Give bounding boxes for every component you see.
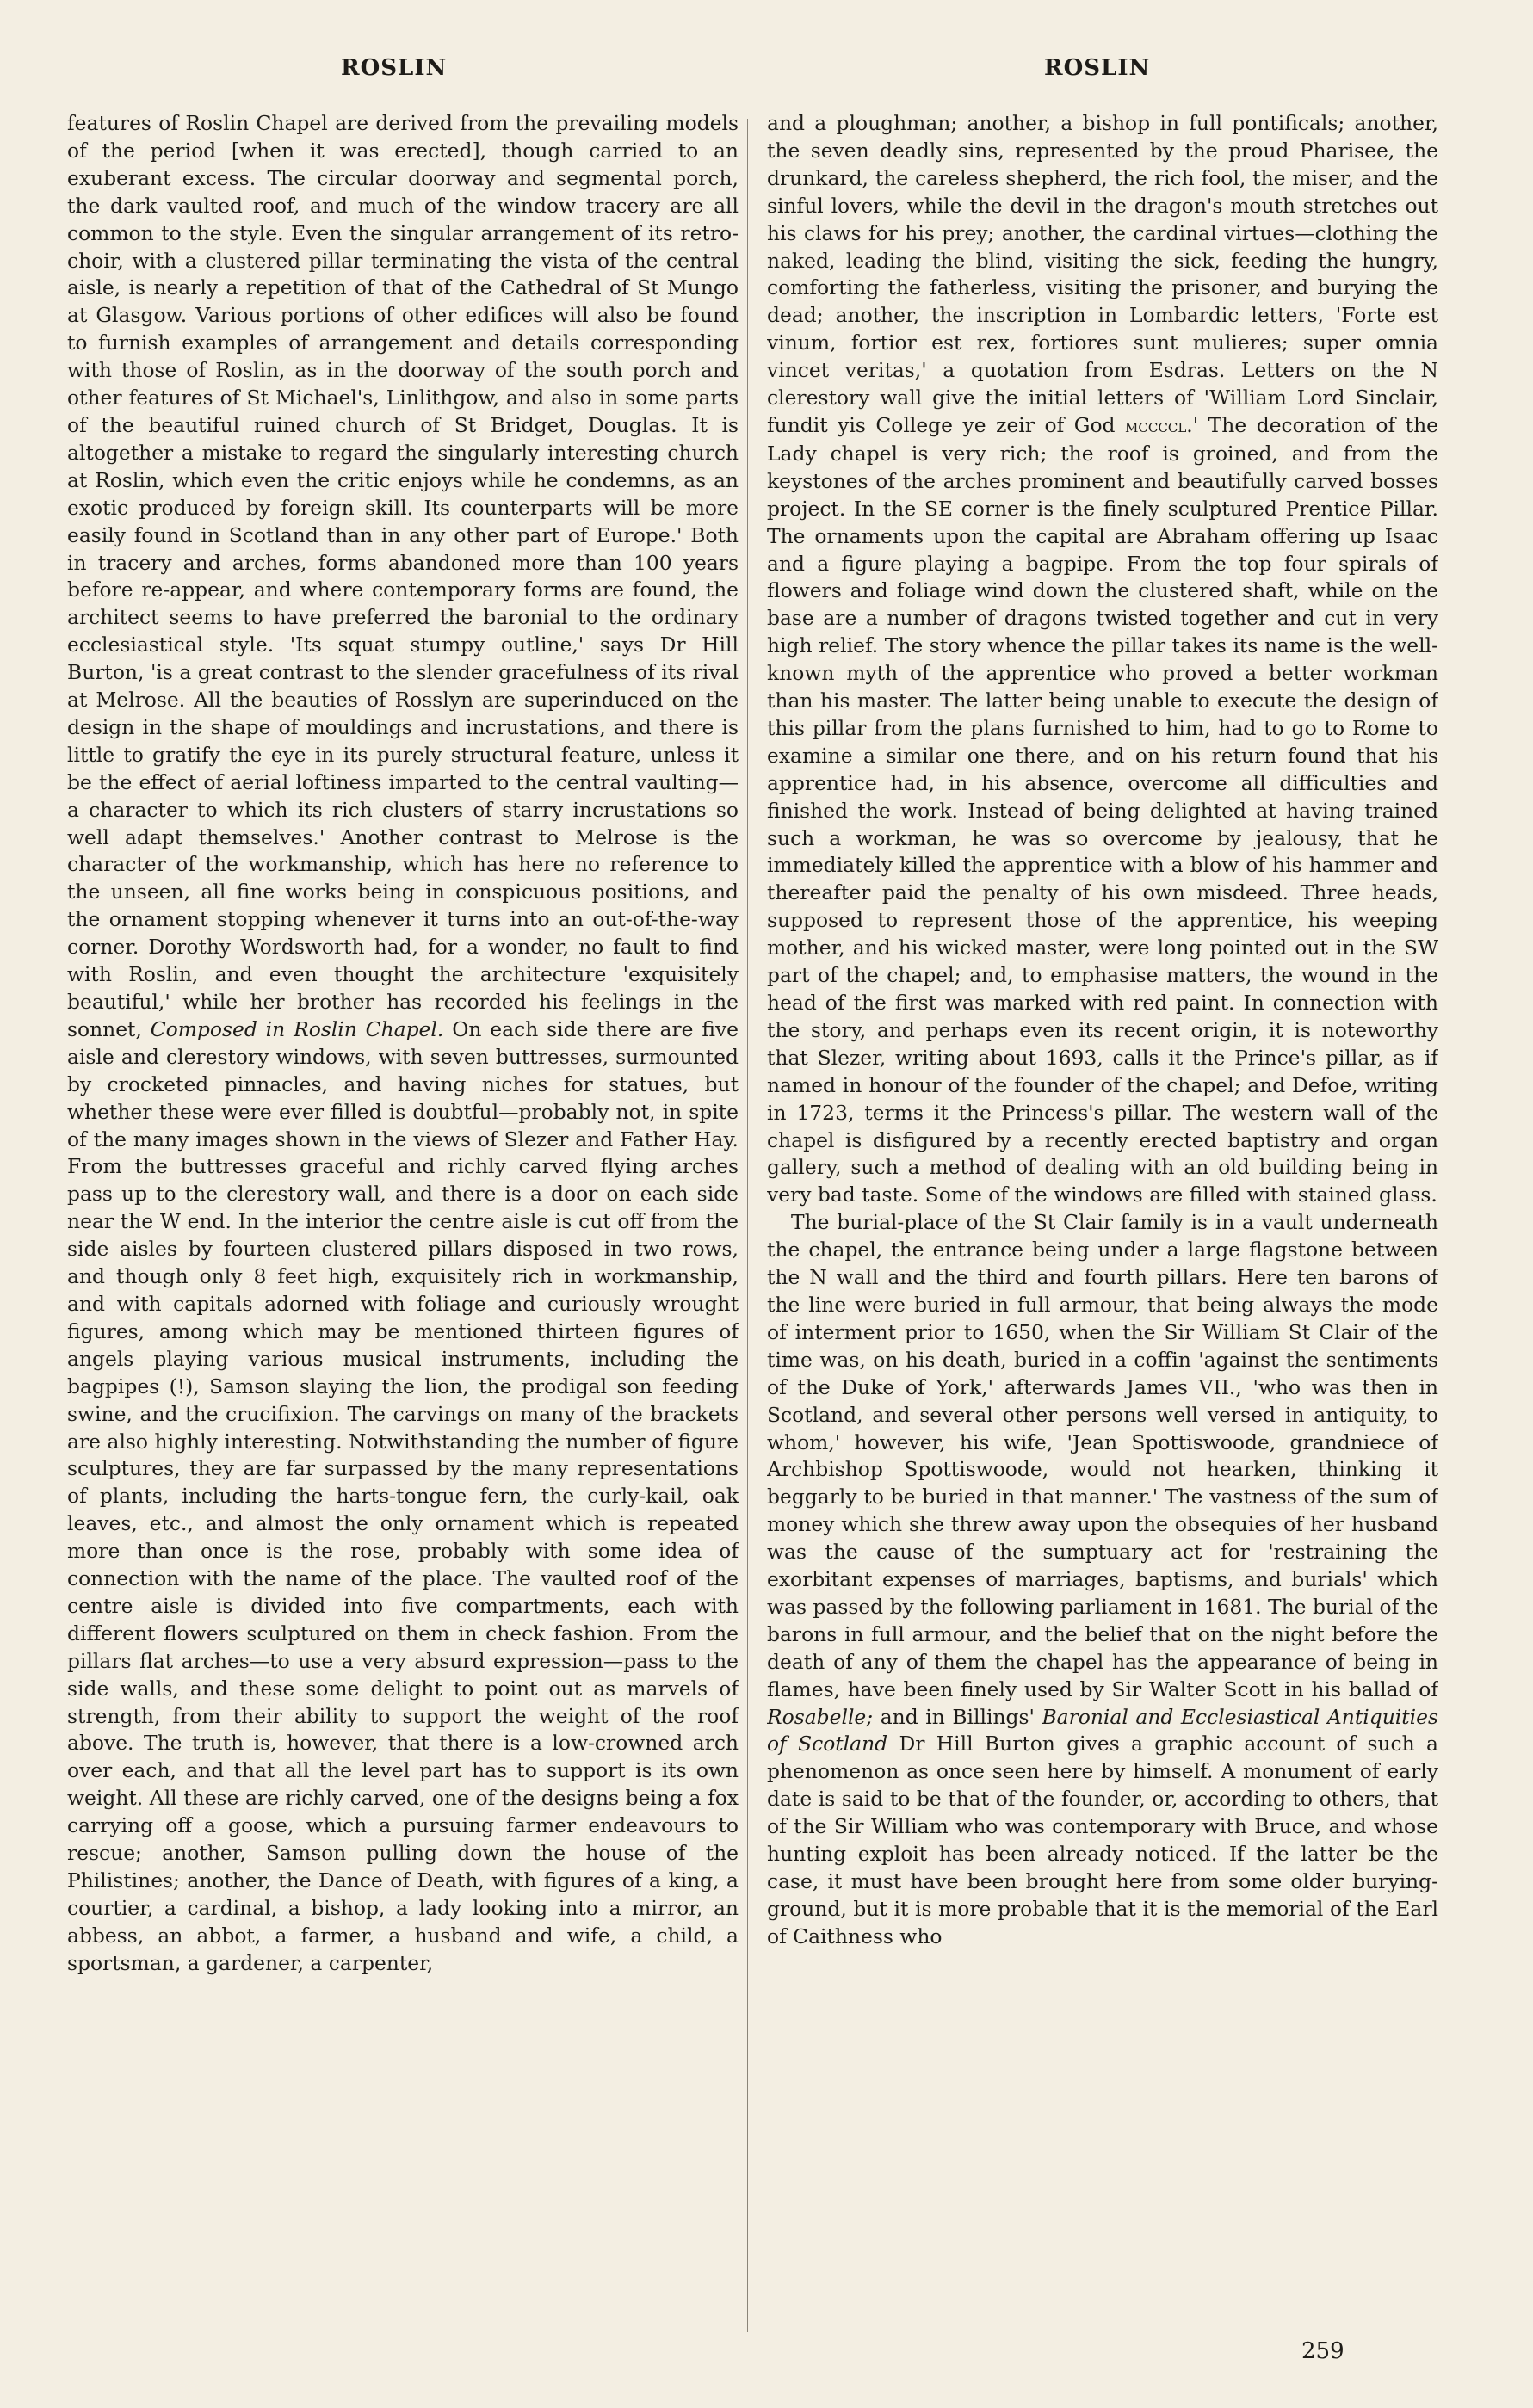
- text-column-left: [67, 110, 739, 2331]
- body-text: features of Roslin Chapel are derived from the prevailing models of the period [when it was erected], though carried to an exuberant excess. The circular doorway and segmental porch, the dark vaulted roof, and much of the window tracery are all common to the style. Even the singular arrangement of its retro-choir, with a clustered pillar terminating the vista of the central aisle, is nearly a repetition of that of the Cathedral of St Mungo at Glasgow. Various portions of other edifices will also be found to furnish examples of arrangement and details corresponding with those of Roslin, as in the doorway of the south porch and other features of St Michael's, Linlithgow, and also in some parts of the beautiful ruined church of St Bridget, Douglas. It is altogether a mistake to regard the singularly interesting church at Roslin, which even the critic enjoys while he condemns, as an exotic produced by foreign skill. Its counterparts will be more easily found in Scotland than in any other part of Europe.' Both in tracery and arches, forms abandoned more than 100 years before re-appear, and where contemporary forms are found, the architect seems to have preferred the baronial to the ordinary ecclesiastical style. 'Its squat stumpy outline,' says Dr Hill Burton, 'is a great contrast to the slender gracefulness of its rival at Melrose. All the beauties of Rosslyn are superinduced on the design in the shape of mouldings and incrustations, and there is little to gratify the eye in its purely structural feature, unless it be the effect of aerial loftiness imparted to the central vaulting—a character to which its rich clusters of starry incrustations so well adapt themselves.' Another contrast to Melrose is the character of the workmanship, which has here no reference to the unseen, all fine works being in conspicuous positions, and the ornament stopping whenever it turns into an out-of-the-way corner. Dorothy Wordsworth had, for a wonder, no fault to find with Roslin, and even thought the architecture 'exquisitely beautiful,' while her brother has recorded his feelings in the sonnet,: [67, 111, 739, 1041]
- page-number: 259: [1301, 2338, 1344, 2364]
- column-divider: [747, 119, 748, 2332]
- body-text: Dr Hill Burton gives a graphic account of such a phenomenon as once seen here by himself. A monument of early date is said to be that of the founder, or, according to others, that of the Sir William who was contemporary with Bruce, and whose hunting exploit has been already noticed. If the latter be the case, it must have been brought here from some older burying-ground, but it is more probable that it is the memorial of the Earl of Caithness who: [767, 1732, 1438, 1948]
- paragraph: [67, 110, 739, 1978]
- small-caps-text: l: [1178, 415, 1187, 437]
- paragraph: [767, 110, 1438, 1209]
- small-caps-text: mcccc: [1125, 415, 1178, 437]
- running-head-right: ROSLIN: [1044, 55, 1151, 81]
- text-column-right: [767, 110, 1438, 2331]
- paragraph: [767, 1209, 1438, 1950]
- italic-title: Rosabelle;: [767, 1704, 874, 1729]
- body-text: On each side there are five aisle and clerestory windows, with seven buttresses, surmounted by crocketed pinnacles, and having niches for statues, but whether these were ever filled is doubtful—probably not, in spite of the many images shown in the views of Slezer and Father Hay. From the buttresses graceful and richly carved flying arches pass up to the clerestory wall, and there is a door on each side near the W end. In the interior the centre aisle is cut off from the side aisles by fourteen clustered pillars disposed in two rows, and though only 8 feet high, exquisitely rich in workmanship, and with capitals adorned with foliage and curiously wrought figures, among which may be mentioned thirteen figures of angels playing various musical instruments, including the bagpipes (!), Samson slaying the lion, the prodigal son feeding swine, and the crucifixion. The carvings on many of the brackets are also highly interesting. Notwithstanding the number of figure sculptures, they are far surpassed by the many representations of plants, including the harts-tongue fern, the curly-kail, oak leaves, etc., and almost the only ornament which is repeated more than once is the rose, probably with some idea of connection with the name of the place. The vaulted roof of the centre aisle is divided into five compartments, each with different flowers sculptured on them in check fashion. From the pillars flat arches—to use a very absurd expression—pass to the side walls, and these some delight to point out as marvels of strength, from their ability to support the weight of the roof above. The truth is, however, that there is a low-crowned arch over each, and that all the level part has to support is its own weight. All these are richly carved, one of the designs being a fox carrying off a goose, which a pursuing farmer endeavours to rescue; another, Samson pulling down the house of the Philistines; another, the Dance of Death, with figures of a king, a courtier, a cardinal, a bishop, a lady looking into a mirror, an abbess, an abbot, a farmer, a husband and wife, a child, a sportsman, a gardener, a carpenter,: [67, 1016, 739, 1975]
- italic-title: Baronial and Ecclesiastical Antiquities of Scotland: [767, 1704, 1438, 1757]
- body-text: and a ploughman; another, a bishop in full pontificals; another, the seven deadly sins, represented by the proud Pharisee, the drunkard, the careless shepherd, the rich fool, the miser, and the sinful lovers, while the devil in the dragon's mouth stretches out his claws for his prey; another, the cardinal virtues—clothing the naked, leading the blind, visiting the sick, feeding the hungry, comforting the fatherless, visiting the prisoner, and burying the dead; another, the inscription in Lombardic letters, 'Forte est vinum, fortior est rex, fortiores sunt mulieres; super omnia vincet veritas,' a quotation from Esdras. Letters on the N clerestory wall give the initial letters of 'William Lord Sinclair, fundit yis College ye zeir of God: [767, 111, 1438, 437]
- running-head-left: ROSLIN: [341, 55, 448, 81]
- italic-title: Composed in Roslin Chapel.: [150, 1016, 444, 1041]
- body-text: .' The decoration of the Lady chapel is very rich; the roof is groined, and from the keystones of the arches prominent and beautifully carved bosses project. In the SE corner is the finely sculptured Prentice Pillar. The ornaments upon the capital are Abraham offering up Isaac and a figure playing a bagpipe. From the top four spirals of flowers and foliage wind down the clustered shaft, while on the base are a number of dragons twisted together and cut in very high relief. The story whence the pillar takes its name is the well-known myth of the apprentice who proved a better workman than his master. The latter being unable to execute the design of this pillar from the plans furnished to him, had to go to Rome to examine a similar one there, and on his return found that his apprentice had, in his absence, overcome all difficulties and finished the work. Instead of being delighted at having trained such a workman, he was so overcome by jealousy, that he immediately killed the apprentice with a blow of his hammer and thereafter paid the penalty of his own misdeed. Three heads, supposed to represent those of the apprentice, his weeping mother, and his wicked master, were long pointed out in the SW part of the chapel; and, to emphasise matters, the wound in the head of the first was marked with red paint. In connection with the story, and perhaps even its recent origin, it is noteworthy that Slezer, writing about 1693, calls it the Prince's pillar, as if named in honour of the founder of the chapel; and Defoe, writing in 1723, terms it the Princess's pillar. The western wall of the chapel is disfigured by a recently erected baptistry and organ gallery, such a method of dealing with an old building being in very bad taste. Some of the windows are filled with stained glass.: [767, 412, 1438, 1207]
- body-text: and in Billings': [873, 1704, 1042, 1729]
- body-text: The burial-place of the St Clair family is in a vault underneath the chapel, the entrance being under a large flagstone between the N wall and the third and fourth pillars. Here ten barons of the line were buried in full armour, that being always the mode of interment prior to 1650, when the Sir William St Clair of the time was, on his death, buried in a coffin 'against the sentiments of the Duke of York,' afterwards James VII., 'who was then in Scotland, and several other persons well versed in antiquity, to whom,' however, his wife, 'Jean Spottiswoode, grandniece of Archbishop Spottiswoode, would not hearken, thinking it beggarly to be buried in that manner.' The vastness of the sum of money which she threw away upon the obsequies of her husband was the cause of the sumptuary act for 'restraining the exorbitant expenses of marriages, baptisms, and burials' which was passed by the following parliament in 1681. The burial of the barons in full armour, and the belief that on the night before the death of any of them the chapel has the appearance of being in flames, have been finely used by Sir Walter Scott in his ballad of: [767, 1210, 1438, 1701]
